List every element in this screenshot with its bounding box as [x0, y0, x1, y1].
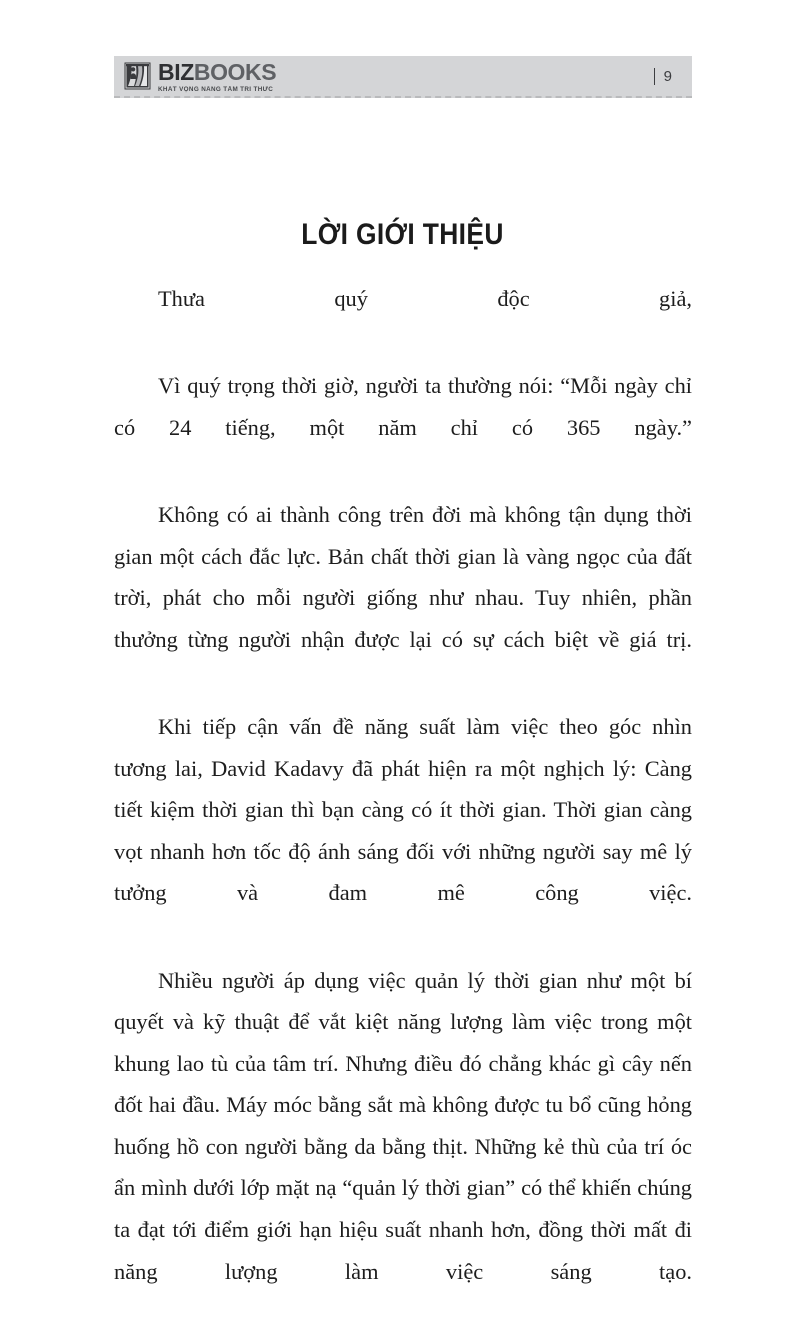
- brand-name-secondary: BOOKS: [193, 59, 277, 85]
- paragraph: Khi tiếp cận vấn đề năng suất làm việc theo góc nhìn tương lai, David Kadavy đã phát hiện ra một nghịch lý: Càng tiết kiệm thời gian thì bạn càng có ít thời gian. Thời gian càng vọt nhanh hơn tốc độ ánh sáng đối với những người say mê lý tưởng và đam mê công việc.: [114, 713, 692, 906]
- paragraph: Nhiều người áp dụng việc quản lý thời gian như một bí quyết và kỹ thuật để vắt kiệt năng lượng làm việc trong một khung lao tù của tâm trí. Nhưng điều đó chẳng khác gì cây nến đốt hai đầu. Máy móc bằng sắt mà không được tu bổ cũng hỏng huống hồ con người bằng da bằng thịt. Những kẻ thù của trí óc ẩn mình dưới lớp mặt nạ “quản lý thời gian” có thể khiến chúng ta đạt tới điểm giới hạn hiệu suất nhanh hơn, đồng thời mất đi năng lượng làm việc sáng tạo.: [114, 967, 692, 1284]
- page-header-band: [114, 56, 692, 98]
- folio-divider: [654, 68, 655, 85]
- book-logo-icon: [124, 62, 151, 90]
- brand-text: [158, 59, 277, 93]
- page-number-value: 9: [663, 67, 672, 85]
- brand-wordmark: [158, 59, 277, 85]
- paragraph: Vì quý trọng thời giờ, người ta thường nói: “Mỗi ngày chỉ có 24 tiếng, một năm chỉ có 365 ngày.”: [114, 373, 692, 440]
- brand-name-primary: BIZ: [158, 59, 194, 85]
- paragraph: Thưa quý độc giả,: [158, 286, 692, 311]
- brand-logo: [114, 56, 276, 96]
- page-number: [654, 68, 692, 85]
- chapter-title: LỜI GIỚI THIỆU: [301, 218, 504, 252]
- body-text-column: [114, 278, 692, 1334]
- brand-tagline: KHÁT VỌNG NÂNG TẦM TRI THỨC: [158, 85, 274, 93]
- paragraph: Không có ai thành công trên đời mà không tận dụng thời gian một cách đắc lực. Bản chất thời gian là vàng ngọc của đất trời, phát cho mỗi người giống như nhau. Tuy nhiên, phần thưởng từng người nhận được lại có sự cách biệt về giá trị.: [114, 501, 692, 652]
